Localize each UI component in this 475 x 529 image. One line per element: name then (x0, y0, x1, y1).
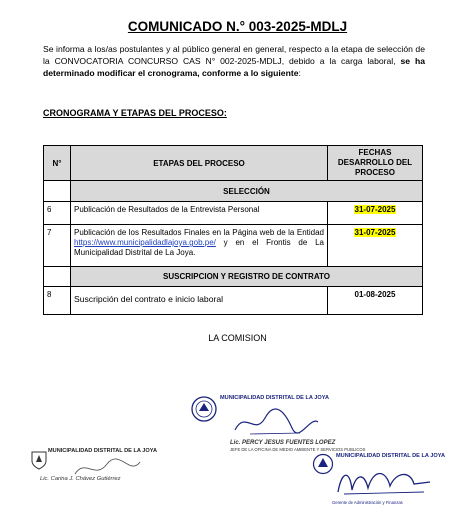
stamp-name: Lic. PERCY JESUS FUENTES LOPEZ (230, 440, 336, 446)
header-stage: ETAPAS DEL PROCESO (71, 146, 328, 181)
intro-text: Se informa a los/as postulantes y al público general en general, respecto a la etapa de selección de la CONVOCATORIA CONCURSO CAS N° 002-2025-MDLJ, debido a la carga laboral, (43, 44, 425, 67)
row-date: 01-08-2025 (328, 287, 423, 315)
stamp-org: MUNICIPALIDAD DISTRITAL DE LA JOYA (220, 395, 329, 401)
header-date: FECHAS DESARROLLO DEL PROCESO (328, 146, 423, 181)
group-label-seleccion: SELECCIÓN (71, 181, 423, 202)
row-date: 31-07-2025 (354, 205, 396, 214)
row-stage-text-b: y en el Frontis de La Municipalidad Distrital de La Joya. (74, 238, 324, 257)
row-stage: Suscripción del contrato e inicio laboral (71, 287, 328, 315)
footer-signature-label: LA COMISION (208, 333, 267, 343)
row-date-cell (328, 202, 423, 225)
row-number: 6 (44, 202, 71, 225)
stamp-left (30, 448, 157, 482)
intro-paragraph (43, 43, 425, 80)
stamp-org: MUNICIPALIDAD DISTRITAL DE LA JOYA (336, 453, 445, 459)
stamp-org: MUNICIPALIDAD DISTRITAL DE LA JOYA (48, 448, 157, 454)
header-num: N° (44, 146, 71, 181)
stamp-role: Gerente de Administración y Finanzas (332, 500, 403, 505)
stamp-right (312, 452, 445, 505)
row-number: 8 (44, 287, 71, 315)
group-empty-cell (44, 181, 71, 202)
website-link[interactable]: https://www.municipalidadlajoya.gob.pe/ (74, 238, 216, 247)
schedule-table (43, 145, 423, 315)
table-row (44, 287, 423, 315)
group-label-contrato: SUSCRIPCION Y REGISTRO DE CONTRATO (71, 267, 423, 287)
group-row-seleccion (44, 181, 423, 202)
document-title: COMUNICADO N.° 003-2025-MDLJ (127, 19, 348, 34)
table-row (44, 225, 423, 267)
row-stage: Publicación de Resultados de la Entrevista Personal (71, 202, 328, 225)
signature-center (230, 408, 320, 438)
stamp-center (190, 394, 366, 452)
stamp-role: JEFE DE LA OFICINA DE MEDIO AMBIENTE Y SERVICIOS PUBLICOS (230, 447, 366, 452)
intro-end: : (298, 68, 301, 79)
table-row (44, 202, 423, 225)
table-header-row (44, 146, 423, 181)
group-row-contrato (44, 267, 423, 287)
row-date-cell (328, 225, 423, 267)
intro-bold-text: se ha determinado modificar el cronograma, conforme a lo siguiente (43, 56, 425, 79)
row-stage (71, 225, 328, 267)
row-stage-text-a: Publicación de los Resultados Finales en la Página web de la Entidad (74, 228, 324, 237)
section-heading: CRONOGRAMA Y ETAPAS DEL PROCESO: (43, 108, 227, 118)
stamp-name: Lic. Carina J. Chávez Gutiérrez (40, 476, 121, 482)
row-number: 7 (44, 225, 71, 267)
group-empty-cell (44, 267, 71, 287)
municipal-seal-icon (190, 394, 218, 424)
municipal-seal-icon (312, 452, 334, 476)
row-date: 31-07-2025 (354, 228, 396, 237)
signature-right (334, 464, 434, 498)
